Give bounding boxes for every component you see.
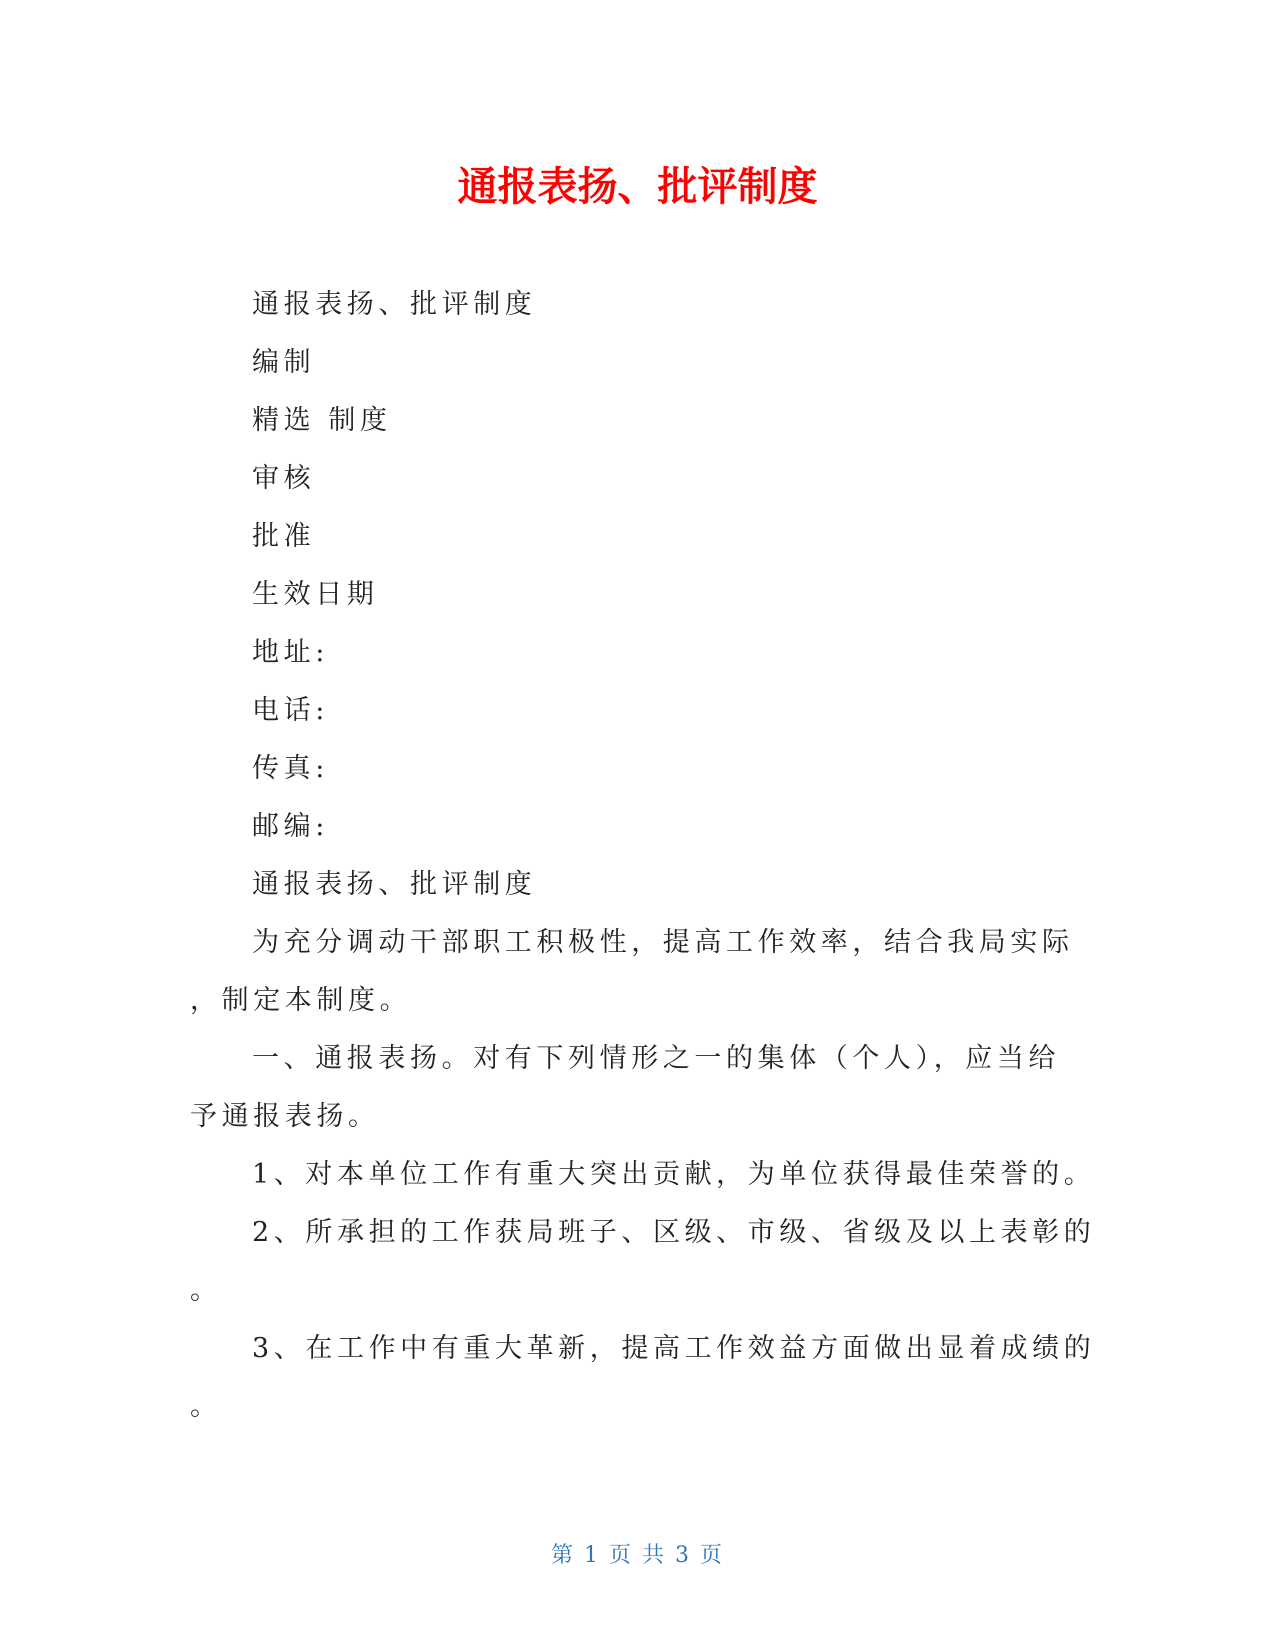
header-line-compile: 编制 [252, 347, 316, 378]
paragraph-4-line-2: 。 [190, 1275, 222, 1306]
paragraph-5-line-2: 。 [190, 1391, 222, 1422]
header-line-phone: 电话: [252, 695, 329, 726]
header-line-title-repeat: 通报表扬、批评制度 [252, 869, 537, 900]
paragraph-2-line-2: 予通报表扬。 [190, 1101, 380, 1132]
header-line-fax: 传真: [252, 753, 329, 784]
header-line-address: 地址: [252, 637, 329, 668]
paragraph-3-line-1: 1、对本单位工作有重大突出贡献，为单位获得最佳荣誉的。 [252, 1159, 1096, 1190]
header-line-approve: 批准 [252, 521, 316, 552]
header-line-postcode: 邮编: [252, 811, 329, 842]
paragraph-1-line-2: ，制定本制度。 [190, 985, 412, 1016]
document-title: 通报表扬、批评制度 [457, 164, 818, 210]
page-number-footer: 第 1 页 共 3 页 [551, 1543, 724, 1568]
header-line-effective-date: 生效日期 [252, 579, 379, 610]
paragraph-1-line-1: 为充分调动干部职工积极性，提高工作效率，结合我局实际 [252, 927, 1074, 958]
header-line-selected: 精选 制度 [252, 405, 392, 436]
header-line-review: 审核 [252, 463, 316, 494]
paragraph-4-line-1: 2、所承担的工作获局班子、区级、市级、省级及以上表彰的 [252, 1217, 1096, 1248]
header-line-title: 通报表扬、批评制度 [252, 289, 537, 320]
paragraph-5-line-1: 3、在工作中有重大革新，提高工作效益方面做出显着成绩的 [252, 1333, 1096, 1364]
paragraph-2-line-1: 一、通报表扬。对有下列情形之一的集体（个人），应当给 [252, 1043, 1061, 1074]
